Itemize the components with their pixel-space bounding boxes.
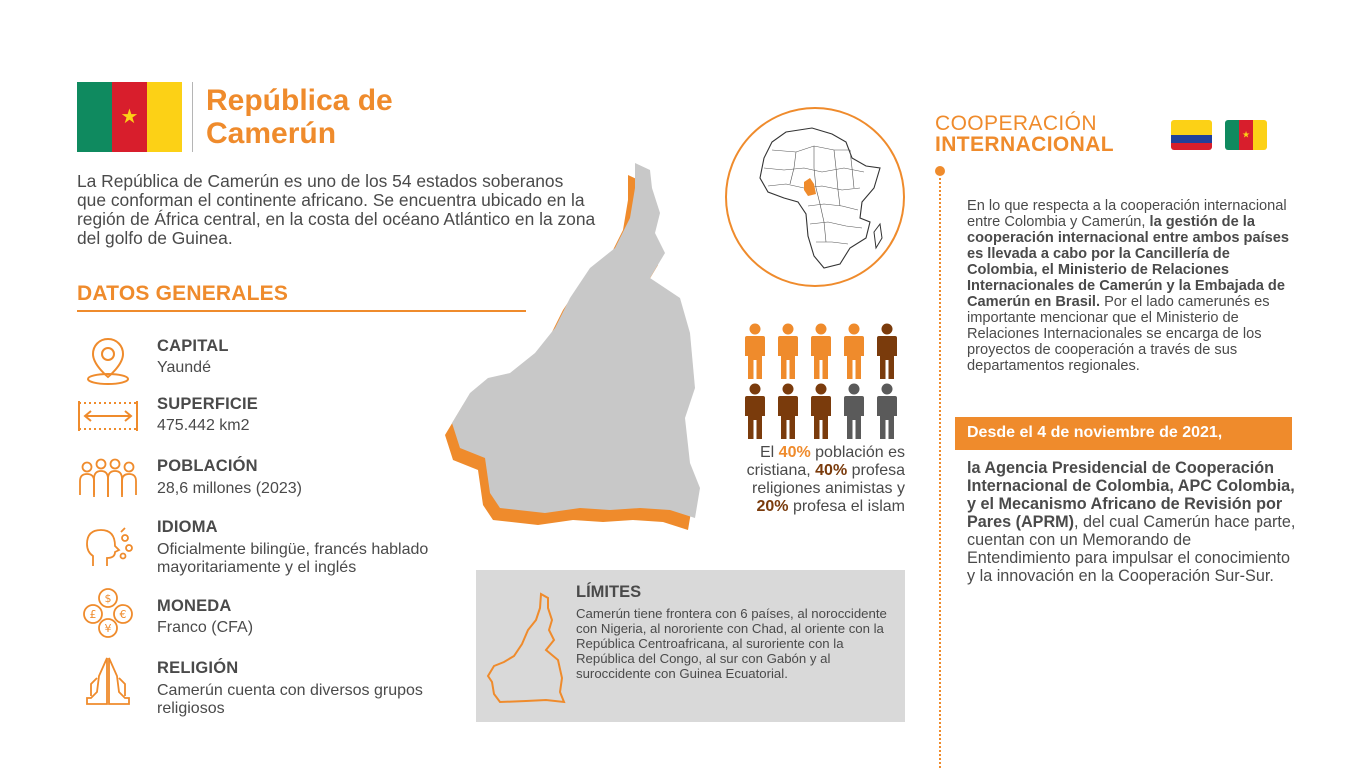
- person-figure-animist: [745, 384, 765, 440]
- person-figure-animist: [778, 384, 798, 440]
- islam-percent: 20%: [756, 498, 789, 515]
- agreement-paragraph: la Agencia Presidencial de Cooperación Internacional de Colombia, APC Colombia, y el Mecanismo Africano de Revisión por Pares (APRM), del cual Camerún hace parte, cuentan con un Memorando de Entendimiento para impulsar el conocimiento y la innovación en la Cooperación Sur-Sur.: [967, 459, 1296, 585]
- surface-label: SUPERFICIE: [157, 395, 259, 413]
- capital-label: CAPITAL: [157, 337, 229, 355]
- cameroon-flag-small: [1225, 120, 1267, 150]
- person-figure-christian: [811, 324, 831, 380]
- intro-paragraph: La República de Camerún es uno de los 54 estados soberanos que conforman el continente africano. Se encuentra ubicado en la región de África central, en la costa del océano Atlántico en la zona del golfo de Guinea.: [77, 171, 596, 248]
- cameroon-map: [440, 158, 710, 538]
- person-figure-islam: [877, 384, 897, 440]
- person-figure-animist: [811, 384, 831, 440]
- cameroon-flag: [77, 82, 182, 152]
- speaking-head-icon: [77, 522, 139, 574]
- page-title: República de Camerún: [206, 84, 393, 150]
- svg-text:£: £: [89, 608, 97, 621]
- capital-value: Yaundé: [157, 359, 211, 376]
- date-banner-text: Desde el 4 de noviembre de 2021,: [967, 424, 1223, 441]
- svg-text:$: $: [104, 592, 112, 605]
- person-figure-christian: [844, 324, 864, 380]
- language-value: Oficialmente bilingüe, francés hablado mayoritariamente y el inglés: [157, 541, 429, 576]
- colombia-flag: [1171, 120, 1212, 150]
- christian-percent: 40%: [778, 444, 811, 461]
- praying-hands-icon: [77, 654, 139, 706]
- people-group-icon: [77, 455, 139, 507]
- population-value: 28,6 millones (2023): [157, 480, 302, 497]
- surface-value: 475.442 km2: [157, 417, 250, 434]
- star-icon: ★: [1241, 129, 1251, 140]
- location-pin-icon: [77, 335, 139, 387]
- person-figure-christian: [745, 324, 765, 380]
- limits-title: LÍMITES: [576, 583, 642, 601]
- cooperation-paragraph: En lo que respecta a la cooperación internacional entre Colombia y Camerún, la gestión de la cooperación internacional entre ambos países es llevada a cabo por la Cancillería de Colombia, el Ministerio de Relaciones Internacionales de Camerún y la Embajada de Camerún en Brasil. Por el lado camerunés es importante mencionar que el Ministerio de Relaciones Internacionales se encarga de los proyectos de cooperación a través de sus departamentos regionales.: [967, 198, 1289, 374]
- religion-value: Camerún cuenta con diversos grupos religiosos: [157, 682, 423, 717]
- currency-label: MONEDA: [157, 597, 232, 615]
- svg-text:¥: ¥: [104, 622, 112, 635]
- animist-percent: 40%: [815, 462, 848, 479]
- religion-stats-text: El 40% población es cristiana, 40% profesa religiones animistas y 20% profesa el islam: [746, 444, 905, 515]
- timeline-dot: [935, 166, 945, 176]
- timeline-line: [939, 178, 941, 768]
- cameroon-outline-icon: [486, 590, 566, 705]
- star-icon: ★: [120, 106, 139, 128]
- person-figure-christian: [778, 324, 798, 380]
- africa-locator-map: [724, 106, 906, 288]
- area-measure-icon: [77, 395, 139, 447]
- language-label: IDIOMA: [157, 518, 218, 536]
- general-data-heading: DATOS GENERALES: [77, 282, 289, 305]
- cooperation-heading: COOPERACIÓN: [935, 112, 1097, 135]
- person-figure-islam: [844, 384, 864, 440]
- religion-label: RELIGIÓN: [157, 659, 239, 677]
- population-label: POBLACIÓN: [157, 457, 258, 475]
- cooperation-heading-bold: INTERNACIONAL: [935, 133, 1115, 156]
- currency-icon: [77, 586, 139, 638]
- limits-text: Camerún tiene frontera con 6 países, al noroccidente con Nigeria, al nororiente con Chad, al oriente con la República Centroafricana, al suroriente con la República del Congo, al sur con Gabón y al suroccidente con Guinea Ecuatorial.: [576, 606, 887, 681]
- title-divider: [192, 82, 193, 152]
- religion-people-chart: [740, 320, 910, 442]
- currency-value: Franco (CFA): [157, 619, 254, 636]
- svg-text:€: €: [119, 608, 127, 621]
- person-figure-animist: [877, 324, 897, 380]
